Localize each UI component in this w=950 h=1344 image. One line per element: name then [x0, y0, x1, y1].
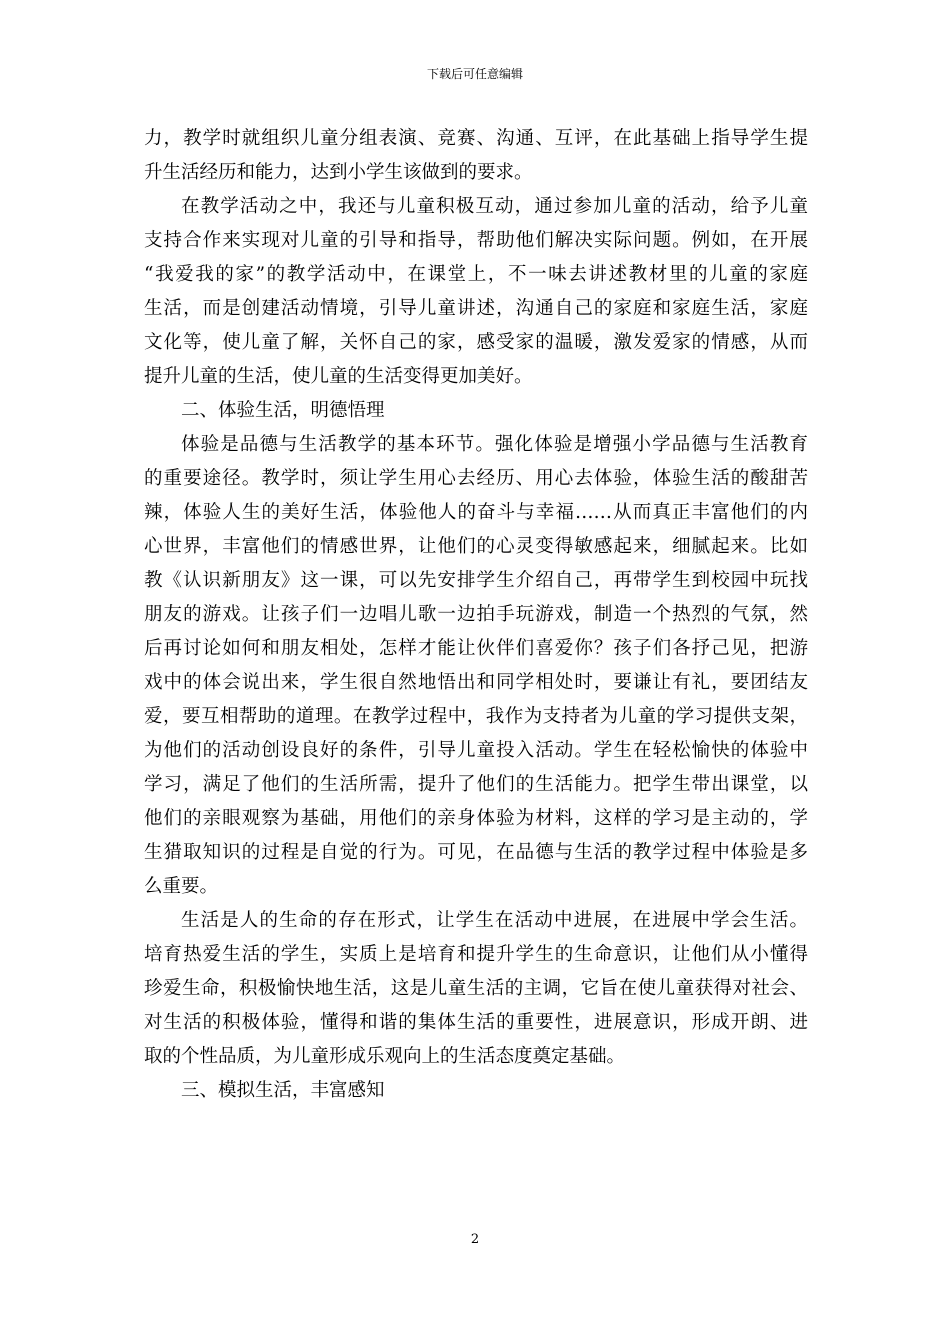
- text-line: 爱，要互相帮助的道理。在教学过程中，我作为支持者为儿童的学习提供支架，: [144, 706, 808, 727]
- text-line: 取的个性品质，为儿童形成乐观向上的生活态度奠定基础。: [144, 1046, 626, 1067]
- text-line: 朋友的游戏。让孩子们一边唱儿歌一边拍手玩游戏，制造一个热烈的气氛，然: [144, 604, 808, 625]
- text-line: 教《认识新朋友》这一课，可以先安排学生介绍自己，再带学生到校园中玩找: [144, 570, 808, 591]
- text-line: 后再讨论如何和朋友相处，怎样才能让伙伴们喜爱你？孩子们各抒己见，把游: [144, 638, 808, 659]
- text-line: 珍爱生命，积极愉快地生活，这是儿童生活的主调，它旨在使儿童获得对社会、: [144, 978, 808, 999]
- text-line: “我爱我的家”的教学活动中，在课堂上，不一味去讲述教材里的儿童的家庭: [144, 264, 808, 285]
- document-body: [144, 122, 808, 1108]
- text-line: 戏中的体会说出来，学生很自然地悟出和同学相处时，要谦让有礼，要团结友: [144, 672, 808, 693]
- text-line: 他们的亲眼观察为基础，用他们的亲身体验为材料，这样的学习是主动的，学: [144, 808, 808, 829]
- text-line: 的重要途径。教学时，须让学生用心去经历、用心去体验，体验生活的酸甜苦: [144, 468, 808, 489]
- page-number: 2: [470, 1232, 480, 1247]
- text-line: 培育热爱生活的学生，实质上是培育和提升学生的生命意识，让他们从小懂得: [144, 944, 808, 965]
- text-line: 生猎取知识的过程是自觉的行为。可见，在品德与生活的教学过程中体验是多: [144, 842, 808, 863]
- text-line: 辣，体验人生的美好生活，体验他人的奋斗与幸福……从而真正丰富他们的内: [144, 502, 808, 523]
- text-line: 升生活经历和能力，达到小学生该做到的要求。: [144, 162, 533, 183]
- text-line: 体验是品德与生活教学的基本环节。强化体验是增强小学品德与生活教育: [181, 434, 808, 455]
- text-line: 在教学活动之中，我还与儿童积极互动，通过参加儿童的活动，给予儿童: [181, 196, 808, 217]
- section-heading: 三、模拟生活，丰富感知: [181, 1080, 385, 1101]
- text-line: 生活，而是创建活动情境，引导儿童讲述，沟通自己的家庭和家庭生活，家庭: [144, 298, 808, 319]
- text-line: 力，教学时就组织儿童分组表演、竞赛、沟通、互评，在此基础上指导学生提: [144, 128, 808, 149]
- section-heading: 二、体验生活，明德悟理: [181, 400, 385, 421]
- text-line: 文化等，使儿童了解，关怀自己的家，感受家的温暖，激发爱家的情感，从而: [144, 332, 808, 353]
- text-line: 支持合作来实现对儿童的引导和指导，帮助他们解决实际问题。例如，在开展: [144, 230, 808, 251]
- text-line: 心世界，丰富他们的情感世界，让他们的心灵变得敏感起来，细腻起来。比如: [144, 536, 808, 557]
- text-line: 为他们的活动创设良好的条件，引导儿童投入活动。学生在轻松愉快的体验中: [144, 740, 808, 761]
- text-line: 对生活的积极体验，懂得和谐的集体生活的重要性，进展意识，形成开朗、进: [144, 1012, 808, 1033]
- text-line: 学习，满足了他们的生活所需，提升了他们的生活能力。把学生带出课堂，以: [144, 774, 808, 795]
- text-line: 提升儿童的生活，使儿童的生活变得更加美好。: [144, 366, 533, 387]
- text-line: 么重要。: [144, 876, 219, 897]
- text-line: 生活是人的生命的存在形式，让学生在活动中进展，在进展中学会生活。: [181, 910, 808, 931]
- page-header: 下载后可任意编辑: [426, 67, 523, 81]
